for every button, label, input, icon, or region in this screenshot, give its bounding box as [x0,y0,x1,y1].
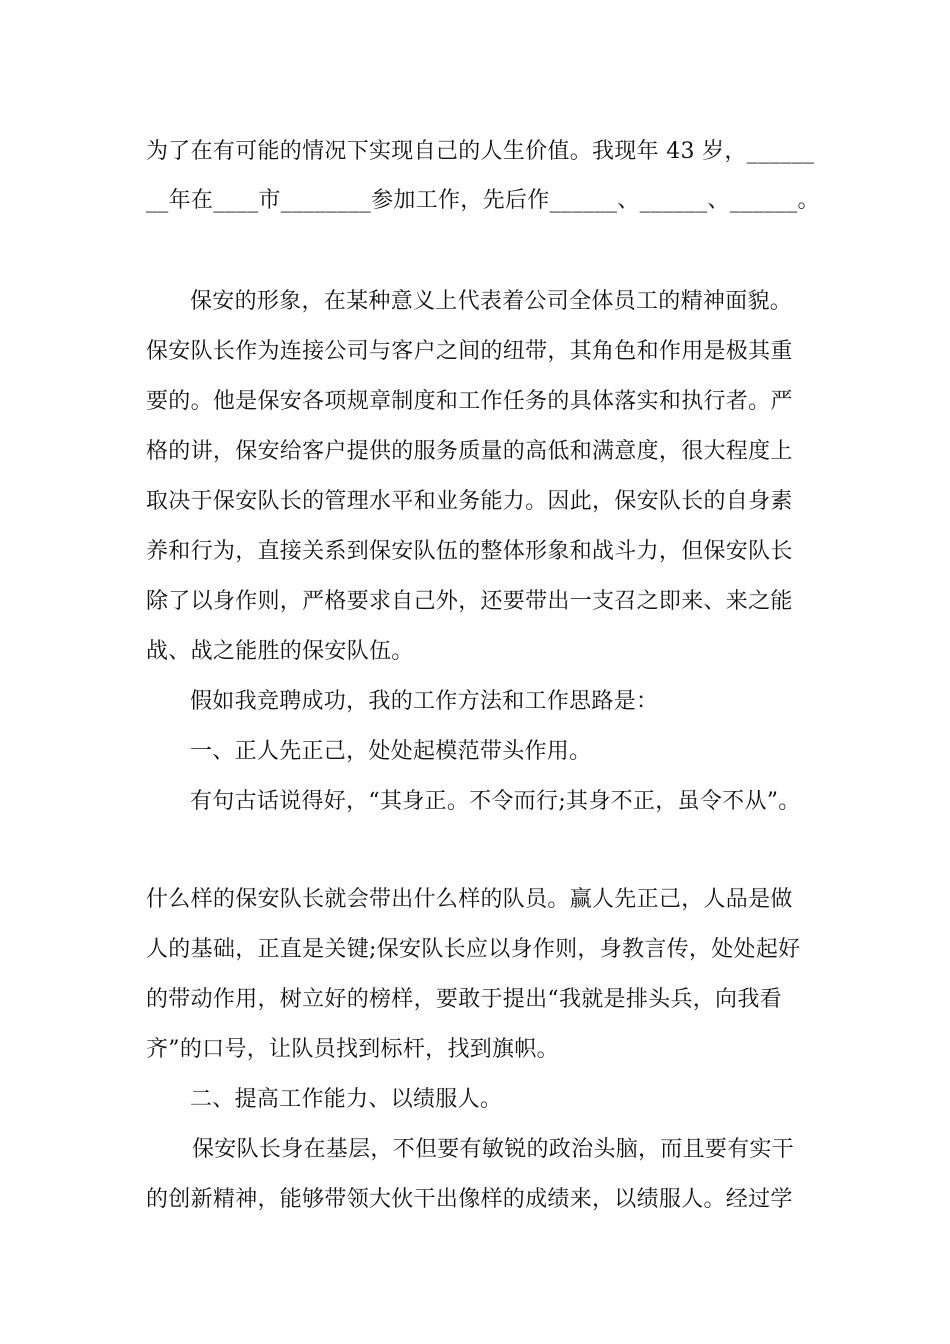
paragraph-start-line: 保安的形象，在某种意义上代表着公司全体员工的精神面貌。 [190,289,793,314]
text-line: 除了以身作则，严格要求自己外，还要带出一支召之即来、来之能 [146,589,793,614]
paragraph-start-line: 有句古话说得好，“其身正。不令而行;其身不正，虽令不从”。 [190,789,801,814]
section-heading: 二、提高工作能力、以绩服人。 [190,1087,503,1112]
paragraph-start-line: 假如我竞聘成功，我的工作方法和工作思路是： [190,689,659,714]
text-line: 的带动作用，树立好的榜样，要敢于提出“我就是排头兵，向我看 [146,987,782,1012]
section-heading: 一、正人先正己，处处起模范带头作用。 [190,739,592,764]
text-line: 为了在有可能的情况下实现自己的人生价值。我现年 43 岁，______ [146,139,815,164]
text-line: 养和行为，直接关系到保安队伍的整体形象和战斗力，但保安队长 [146,539,793,564]
text-line: 的创新精神，能够带领大伙干出像样的成绩来，以绩服人。经过学 [146,1187,793,1212]
text-line: 取决于保安队长的管理水平和业务能力。因此，保安队长的自身素 [146,489,793,514]
text-line: __年在____市________参加工作，先后作______、______、______。 [146,188,820,213]
text-line: 格的讲，保安给客户提供的服务质量的高低和满意度，很大程度上 [146,439,793,464]
text-line: 要的。他是保安各项规章制度和工作任务的具体落实和执行者。严 [146,389,793,414]
text-line: 什么样的保安队长就会带出什么样的队员。赢人先正己，人品是做 [146,887,793,912]
text-line: 保安队长作为连接公司与客户之间的纽带，其角色和作用是极其重 [146,339,793,364]
text-line: 齐”的口号，让队员找到标杆，找到旗帜。 [146,1037,559,1062]
text-line: 人的基础，正直是关键;保安队长应以身作则，身教言传，处处起好 [146,937,801,962]
text-line: 战、战之能胜的保安队伍。 [146,639,414,664]
paragraph-start-line: 保安队长身在基层，不但要有敏锐的政治头脑，而且要有实干 [192,1137,795,1162]
